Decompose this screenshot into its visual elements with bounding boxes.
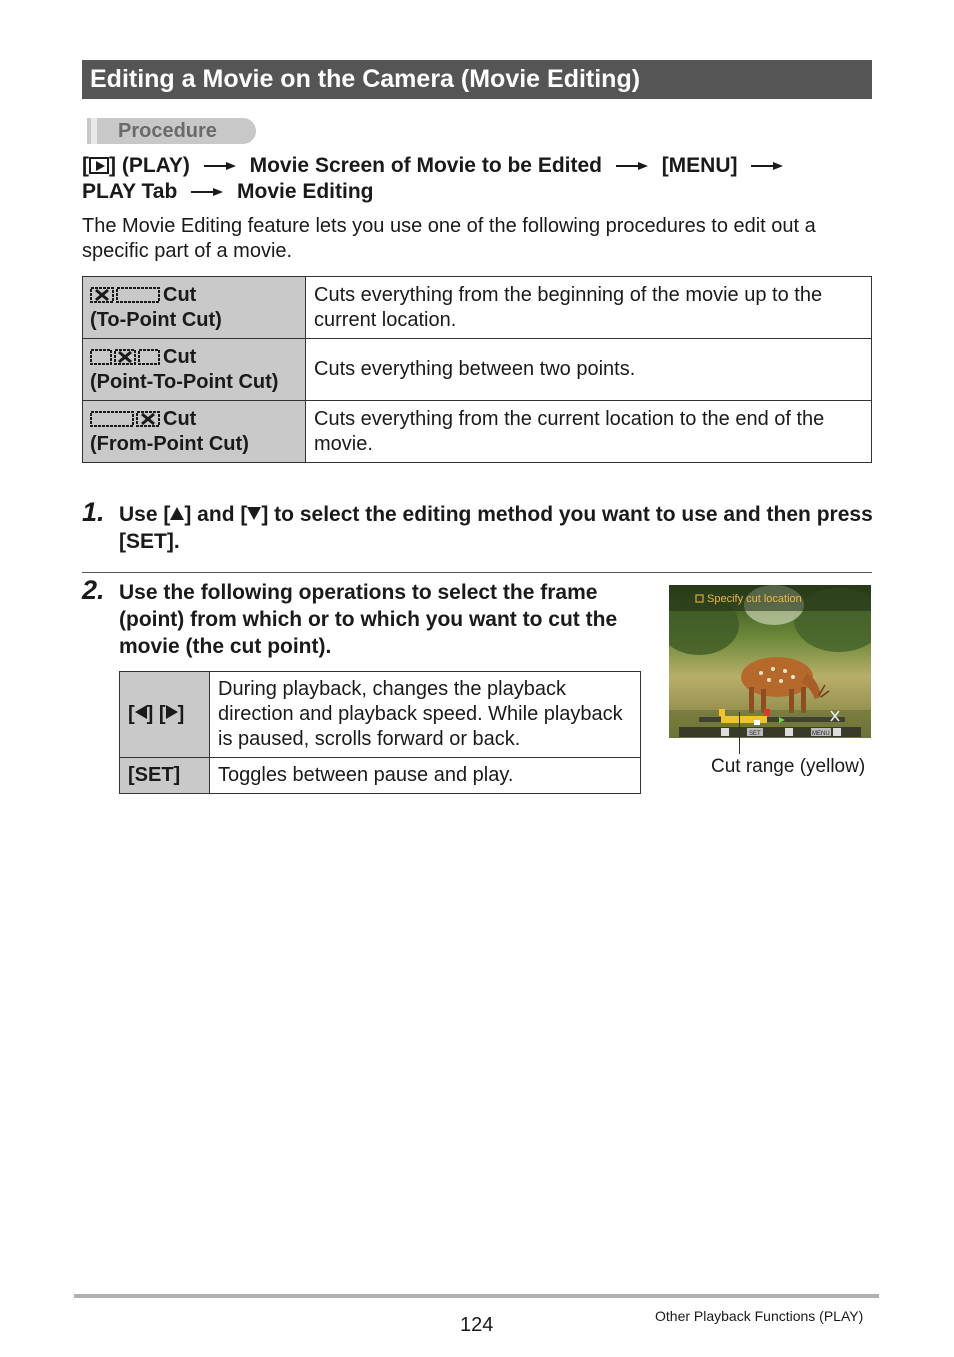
- operation-key: [SET]: [120, 758, 210, 794]
- table-row: [120, 758, 641, 794]
- menu-path-line-1: [82, 154, 791, 178]
- screen-title: Specify cut location: [707, 593, 802, 605]
- right-arrow-icon: [751, 161, 783, 171]
- table-row: [83, 339, 872, 401]
- table-row: [120, 672, 641, 758]
- menu-path-line-2: [82, 180, 374, 204]
- path-movie-editing: Movie Editing: [237, 180, 374, 203]
- path-play: ] (PLAY): [109, 154, 190, 177]
- cut-method-description: Cuts everything between two points.: [306, 339, 872, 401]
- divider: [82, 572, 872, 573]
- path-movie-screen: Movie Screen of Movie to be Edited: [249, 154, 602, 177]
- path-play-tab: PLAY Tab: [82, 180, 178, 203]
- cut-method-name: Cut (To-Point Cut): [83, 277, 306, 339]
- to-point-cut-icon: [90, 287, 160, 303]
- section-title: Editing a Movie on the Camera (Movie Editing): [82, 60, 872, 99]
- footer-rule: [74, 1294, 879, 1298]
- right-arrow-icon: [191, 187, 223, 197]
- cut-methods-table: [82, 276, 872, 463]
- operations-table: [119, 671, 641, 794]
- cut-method-name: Cut (Point-To-Point Cut): [83, 339, 306, 401]
- step-2-text: Use the following operations to select the frame (point) from which or to which you want to cut the movie (the cut point).: [119, 581, 618, 658]
- operation-description: During playback, changes the playback direction and playback speed. While playback is paused, scrolls forward or back.: [210, 672, 641, 758]
- step-number: 2.: [82, 575, 105, 605]
- up-arrow-icon: [170, 507, 184, 520]
- page-number: 124: [460, 1314, 494, 1336]
- right-arrow-icon: [616, 161, 648, 171]
- set-label: SET: [749, 731, 761, 737]
- procedure-tag-stripe: [82, 118, 87, 144]
- intro-text: The Movie Editing feature lets you use one of the following procedures to edit out a specific part of a movie.: [82, 215, 816, 262]
- menu-label: MENU: [812, 731, 830, 737]
- operation-key: [ ] [ ]: [120, 672, 210, 758]
- camera-screen-image: [669, 585, 871, 738]
- from-point-cut-icon: [90, 411, 160, 427]
- cut-range-bar: [721, 716, 767, 723]
- left-arrow-icon: [135, 705, 147, 719]
- path-menu: [MENU]: [661, 154, 738, 177]
- down-arrow-icon: [833, 728, 841, 736]
- cut-method-name: Cut (From-Point Cut): [83, 401, 306, 463]
- step-number: 1.: [82, 497, 105, 527]
- path-play-open: [: [82, 154, 89, 177]
- right-arrow-icon: [204, 161, 236, 171]
- right-arrow-icon: [166, 705, 178, 719]
- procedure-label: Procedure: [118, 120, 217, 142]
- play-icon: [89, 157, 109, 174]
- procedure-tag-stripe: [91, 118, 97, 144]
- point-to-point-cut-icon: [90, 349, 160, 365]
- caption-leader-line: [739, 712, 740, 754]
- cut-method-description: Cuts everything from the beginning of the movie up to the current location.: [306, 277, 872, 339]
- table-row: [83, 277, 872, 339]
- footer-section-title: Other Playback Functions (PLAY): [655, 1308, 864, 1324]
- left-arrow-icon: [721, 728, 729, 736]
- operation-description: Toggles between pause and play.: [210, 758, 641, 794]
- step-1-text: Use [ ] and [ ] to select the editing method you want to use and then press [SET].: [119, 503, 873, 553]
- table-row: [83, 401, 872, 463]
- right-arrow-icon: [785, 728, 793, 736]
- down-arrow-icon: [247, 507, 261, 520]
- image-caption: Cut range (yellow): [711, 756, 866, 777]
- cut-method-description: Cuts everything from the current location to the end of the movie.: [306, 401, 872, 463]
